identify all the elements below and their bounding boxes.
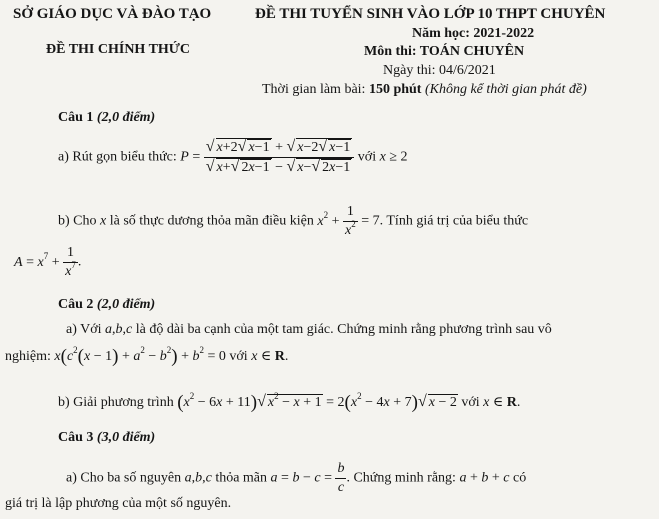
q1b: b) Cho x là số thực dương thỏa mãn điều kiện $x^2$ + $\frac{1}{x^2}$ = 7. Tính giá trị của biểu thức [58, 204, 529, 238]
exam-title: ĐỀ THI TUYỂN SINH VÀO LỚP 10 THPT CHUYÊN [255, 6, 606, 22]
q3a-line2: giá trị là lập phương của một số nguyên. [5, 496, 232, 511]
official-label: ĐỀ THI CHÍNH THỨC [46, 42, 191, 57]
q1b-expression: $A = x^7$ + $\frac{1}{x^7}$ . [14, 245, 82, 279]
q1-heading: Câu 1 (2,0 điểm) [58, 110, 156, 125]
q2a-line1: a) Với a,b,c là độ dài ba cạnh của một tam giác. Chứng minh rằng phương trình sau vô [66, 322, 552, 337]
q1a: a) Rút gọn biểu thức: P = $\frac{√ x+2√ x-1 + √ x-2√ x-1}{√ x+√ 2x-1 - √ x-√ 2x-1}$ với x ≥ 2 [58, 138, 408, 175]
q2b: b) Giải phương trình $(x^2 - 6x + 11)√$ $x^2 - x + 1 = 2(x^2 - 4x + 7)√$ x − 2 với x ∈ R. [58, 391, 521, 413]
subject: Môn thi: TOÁN CHUYÊN [364, 44, 525, 59]
q1a-fraction: $\frac{√ x+2√ x-1 + √ x-2√ x-1}{√ x+√ 2x-1 - √ x-√ 2x-1}$ [204, 138, 355, 177]
department-name: SỞ GIÁO DỤC VÀ ĐÀO TẠO [13, 6, 212, 22]
q1a-label: a) Rút gọn biểu thức: [58, 149, 177, 165]
time-allowed: Thời gian làm bài: 150 phút (Không kể thời gian phát đề) [262, 82, 587, 97]
exam-date: Ngày thi: 04/6/2021 [383, 63, 496, 78]
q2a-line2: nghiệm: $x(c^2(x - 1) + a^2 - b^2) + b^2 = 0$ với x ∈ R. [5, 345, 289, 367]
q3a-line1: a) Cho ba số nguyên a,b,c thỏa mãn a = b − c = $\frac{b}{c}$ . Chứng minh rằng: a + b + c có [66, 461, 527, 495]
q3-heading: Câu 3 (3,0 điểm) [58, 430, 156, 445]
q2-heading: Câu 2 (2,0 điểm) [58, 297, 156, 312]
school-year: Năm học: 2021-2022 [412, 26, 535, 41]
